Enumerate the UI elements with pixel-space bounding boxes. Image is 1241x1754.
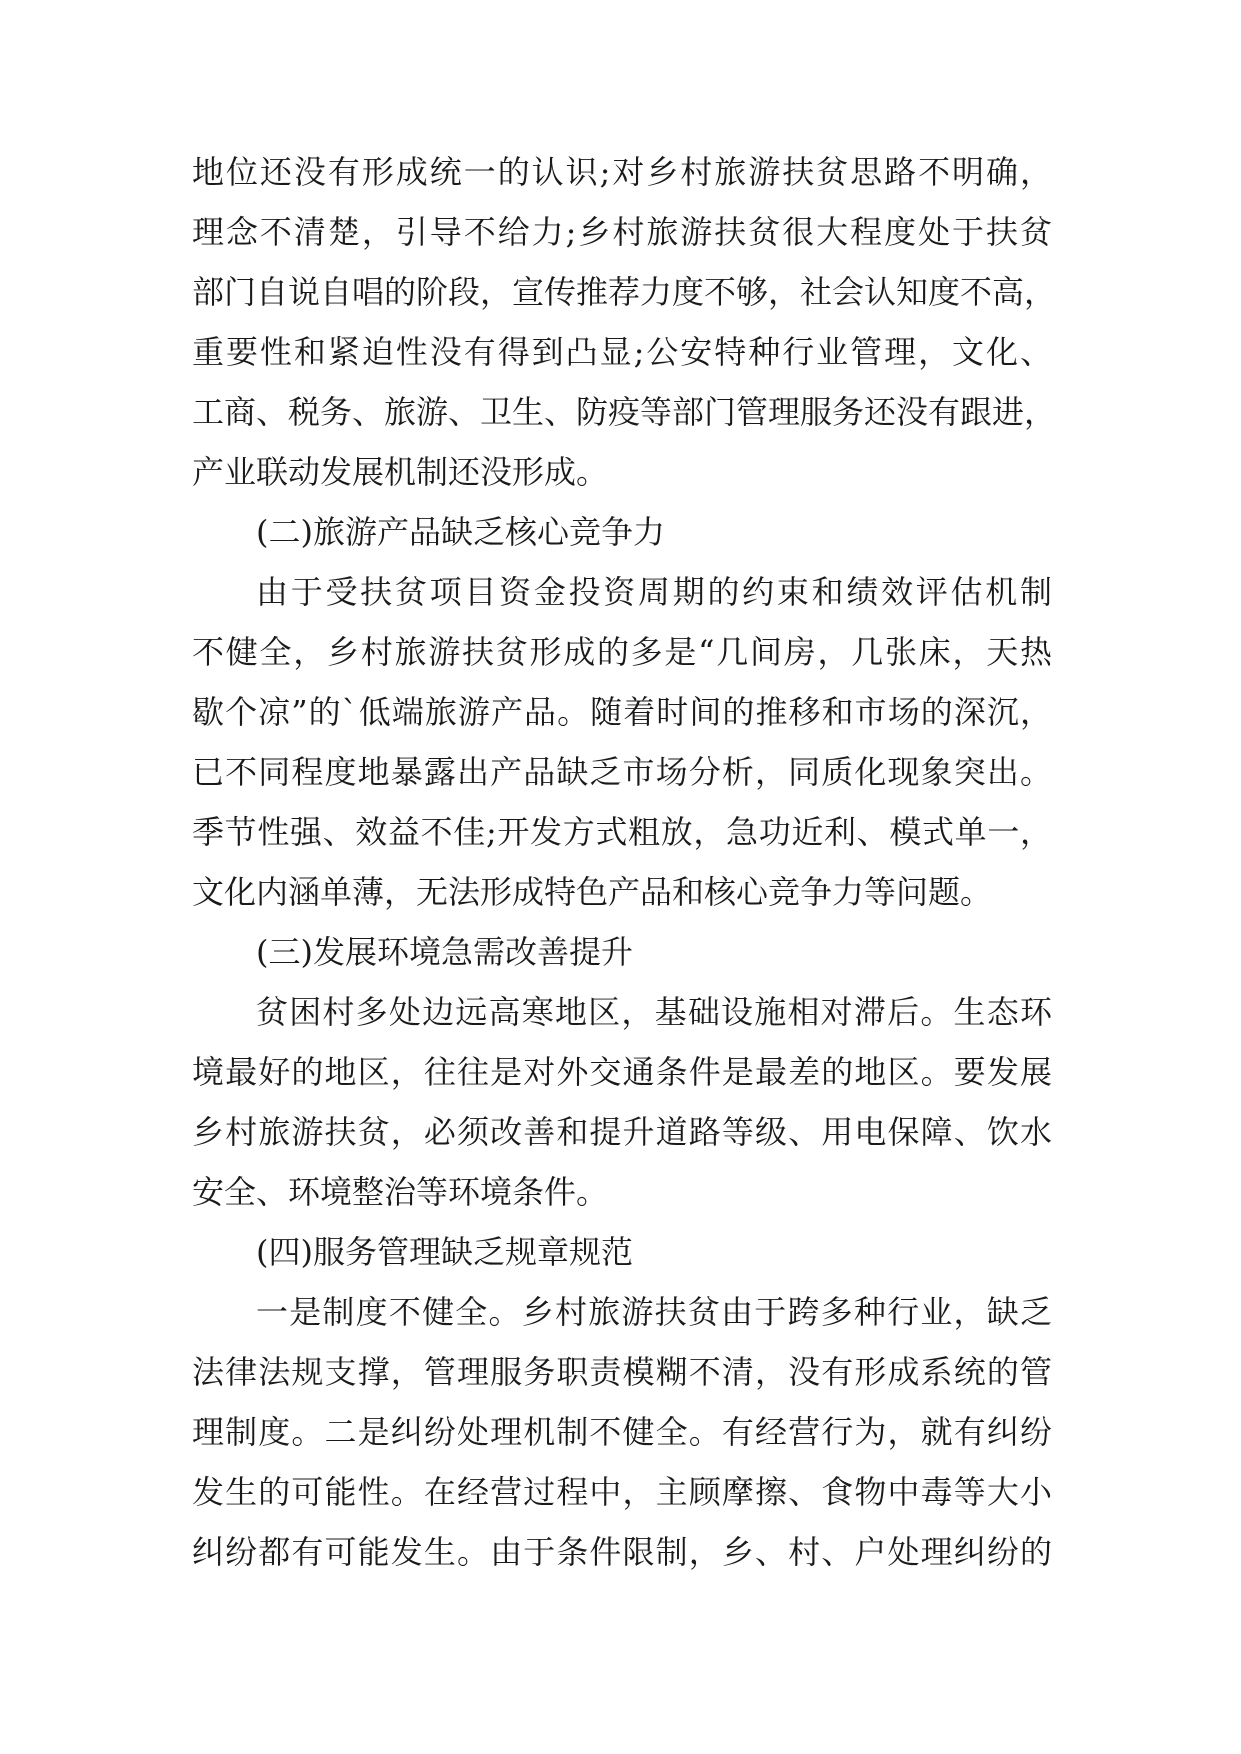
text-line: 发生的可能性。在经营过程中，主顾摩擦、食物中毒等大小 (192, 1473, 1052, 1511)
text-line: 产业联动发展机制还没形成。 (192, 453, 609, 491)
heading-text: (四)服务管理缺乏规章规范 (256, 1233, 633, 1271)
text-line: 纠纷都有可能发生。由于条件限制，乡、村、户处理纠纷的 (192, 1533, 1052, 1571)
text-line: 重要性和紧迫性没有得到凸显;公安特种行业管理，文化、 (192, 333, 1052, 371)
document-page (192, 142, 1057, 1582)
heading-text: (三)发展环境急需改善提升 (256, 933, 633, 971)
section-heading-4 (192, 1222, 1052, 1282)
text-line: 法律法规支撑，管理服务职责模糊不清，没有形成系统的管 (192, 1353, 1052, 1391)
text-line: 理念不清楚，引导不给力;乡村旅游扶贫很大程度处于扶贫 (192, 213, 1052, 251)
paragraph-3 (192, 982, 1052, 1222)
text-line: 境最好的地区，往往是对外交通条件是最差的地区。要发展 (192, 1053, 1052, 1091)
text-line: 季节性强、效益不佳;开发方式粗放，急功近利、模式单一， (192, 813, 1052, 851)
paragraph-2 (192, 562, 1052, 922)
section-heading-3 (192, 922, 1052, 982)
text-line: 已不同程度地暴露出产品缺乏市场分析，同质化现象突出。 (192, 753, 1052, 791)
text-line: 由于受扶贫项目资金投资周期的约束和绩效评估机制 (256, 573, 1052, 611)
text-line: 不健全，乡村旅游扶贫形成的多是“几间房，几张床，天热 (192, 633, 1052, 671)
text-line: 理制度。二是纠纷处理机制不健全。有经营行为，就有纠纷 (192, 1413, 1052, 1451)
text-line: 歇个凉”的`低端旅游产品。随着时间的推移和市场的深沉， (192, 693, 1052, 731)
text-line: 乡村旅游扶贫，必须改善和提升道路等级、用电保障、饮水 (192, 1113, 1052, 1151)
text-line: 部门自说自唱的阶段，宣传推荐力度不够，社会认知度不高， (192, 273, 1057, 311)
paragraph-4 (192, 1282, 1052, 1582)
heading-text: (二)旅游产品缺乏核心竞争力 (256, 513, 665, 551)
text-line: 工商、税务、旅游、卫生、防疫等部门管理服务还没有跟进， (192, 393, 1057, 431)
text-line: 贫困村多处边远高寒地区，基础设施相对滞后。生态环 (256, 993, 1052, 1031)
paragraph-1 (192, 142, 1057, 502)
text-line: 一是制度不健全。乡村旅游扶贫由于跨多种行业，缺乏 (256, 1293, 1052, 1331)
text-line: 安全、环境整治等环境条件。 (192, 1173, 609, 1211)
text-line: 地位还没有形成统一的认识;对乡村旅游扶贫思路不明确， (192, 153, 1052, 191)
text-line: 文化内涵单薄，无法形成特色产品和核心竞争力等问题。 (192, 873, 993, 911)
section-heading-2 (192, 502, 1052, 562)
